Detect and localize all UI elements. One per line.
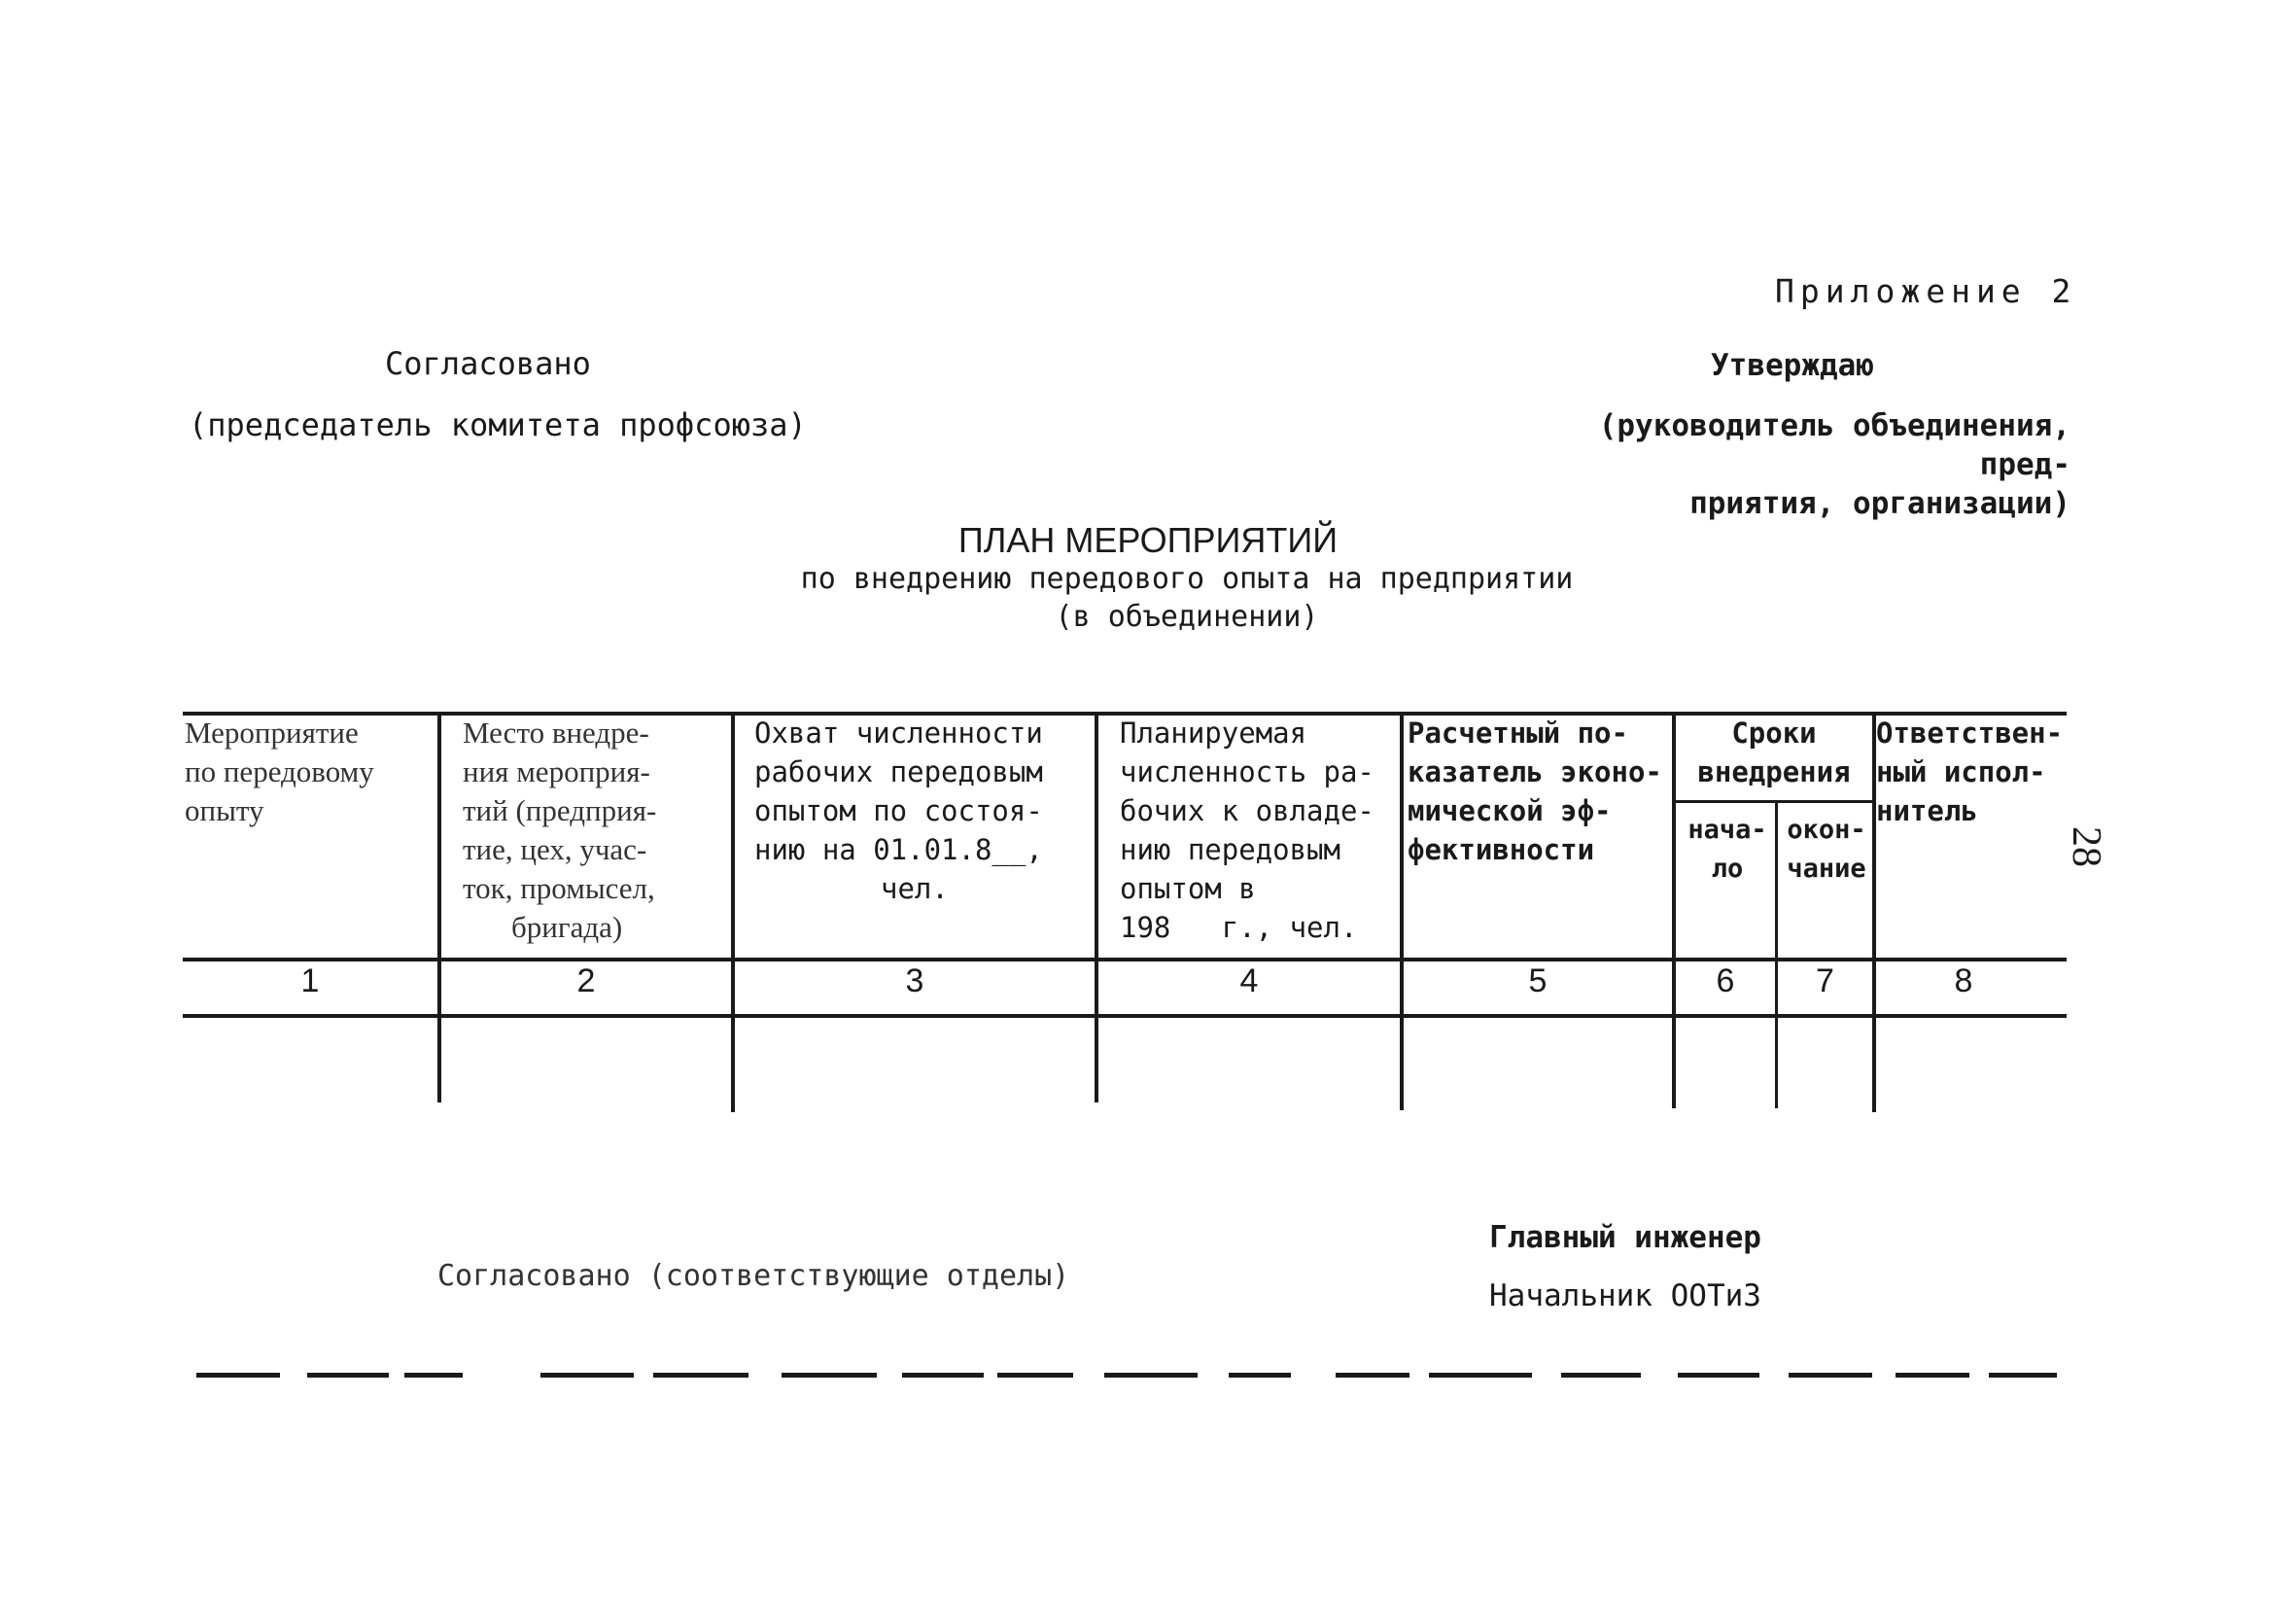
table-col-divider	[731, 712, 735, 1112]
table-col-divider	[1775, 800, 1778, 1108]
approve-label: Утверждаю	[1711, 348, 1874, 383]
col-number-2: 2	[576, 962, 596, 999]
table-col-divider	[1095, 712, 1098, 1102]
table-number-row-border	[183, 1014, 2067, 1018]
plan-title: ПЛАН МЕРОПРИЯТИЙ	[957, 520, 1339, 560]
plan-subtitle-2: (в объединении)	[1055, 600, 1319, 634]
chief-engineer-label: Главный инженер	[1489, 1220, 1761, 1255]
col-number-1: 1	[300, 962, 320, 999]
agreed-label: Согласовано	[385, 345, 591, 382]
col-header-start: нача- ло	[1687, 815, 1767, 884]
col-number-7: 7	[1816, 962, 1834, 999]
head-ootiz-label: Начальник ООТиЗ	[1489, 1278, 1761, 1313]
page-number: 28	[2064, 826, 2108, 867]
table-header-border	[183, 958, 2067, 961]
col-header-coverage: Охват численности рабочих передовым опытом по состоя- нию на 01.01.8__, чел.	[754, 717, 1043, 905]
col-number-6: 6	[1716, 962, 1735, 999]
col-header-end: окон- чание	[1787, 815, 1866, 884]
plan-subtitle: по внедрению передового опыта на предприятии	[800, 562, 1574, 596]
col-number-5: 5	[1528, 962, 1548, 999]
table-col-divider	[1400, 712, 1404, 1110]
col-number-8: 8	[1954, 962, 1973, 999]
col-number-3: 3	[905, 962, 924, 999]
table-col-divider	[437, 712, 441, 1102]
col-header-dates: Сроки внедрения	[1697, 717, 1851, 788]
col-number-4: 4	[1239, 962, 1259, 999]
table-subheader-border	[1674, 800, 1874, 803]
col-header-responsible: Ответствен- ный испол- нитель	[1876, 717, 2064, 827]
appendix-label: Приложение 2	[1775, 272, 2077, 310]
col-header-place: Место внедре- ния мероприя- тий (предприя- тие, цех, учас- ток, промысел, бригада)	[463, 716, 657, 944]
agreed-departments-label: Согласовано (соответствующие отделы)	[437, 1259, 1070, 1293]
col-header-efficiency: Расчетный по- казатель эконо- мической эф- фективности	[1408, 717, 1662, 866]
col-header-planned: Планируемая численность ра- бочих к овладе- нию передовым опытом в 198 г., чел.	[1120, 717, 1374, 944]
agreed-position: (председатель комитета профсоюза)	[189, 406, 807, 443]
col-header-activity: Мероприятие по передовому опыту	[185, 716, 374, 827]
approve-position: (руководитель объединения, пред- приятия, организации)	[1598, 408, 2070, 521]
